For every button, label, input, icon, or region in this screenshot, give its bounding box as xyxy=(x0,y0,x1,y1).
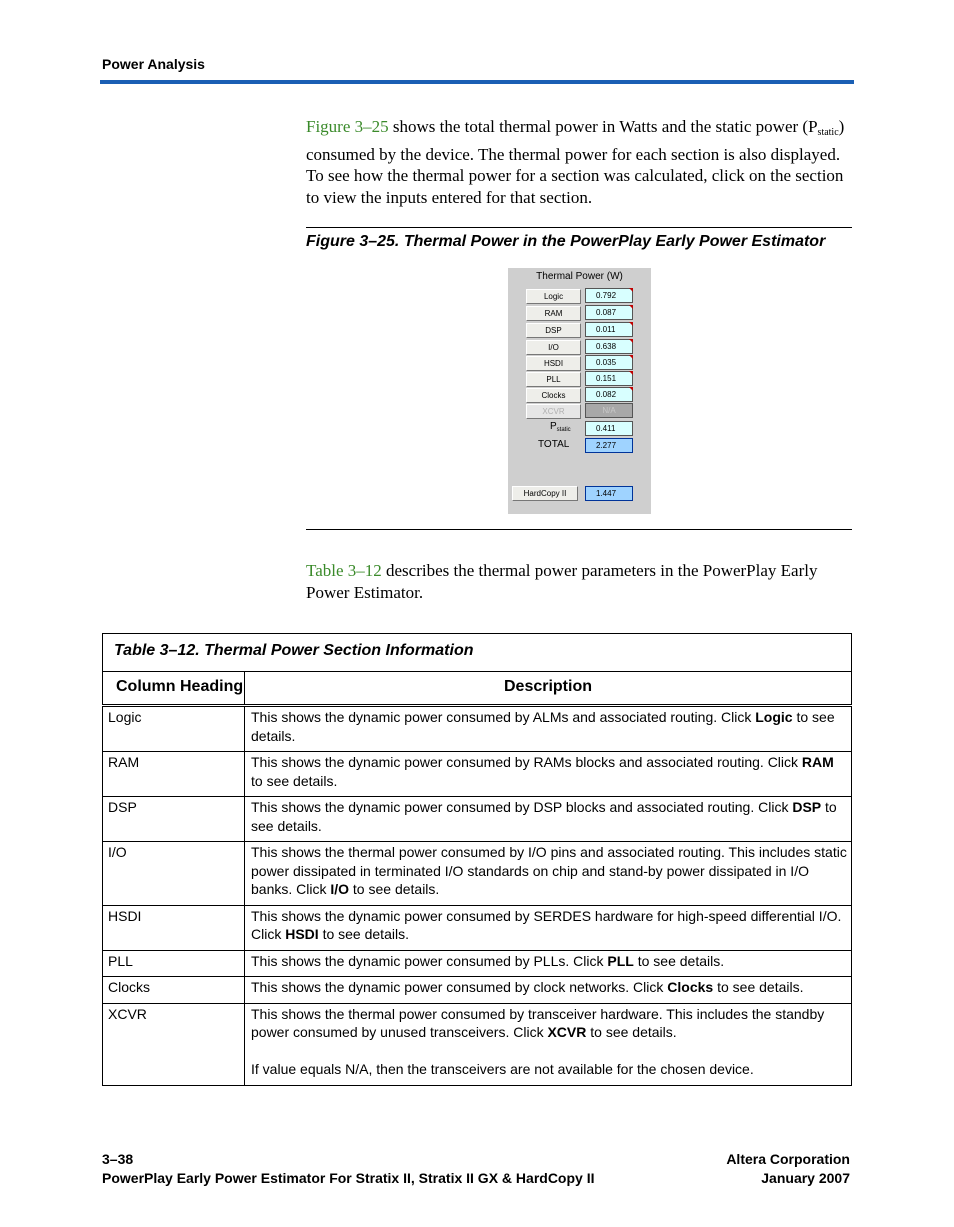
hardcopy-button[interactable]: HardCopy II xyxy=(512,486,578,501)
intro-text-a: shows the total thermal power in Watts and the static power (P xyxy=(388,117,818,136)
thermal-power-table xyxy=(102,633,852,1086)
row-heading: DSP xyxy=(103,797,245,842)
hsdi-value: 0.035 xyxy=(585,355,633,370)
row-heading: I/O xyxy=(103,842,245,906)
intro-paragraph xyxy=(306,116,854,208)
table-row xyxy=(103,842,852,906)
table-row xyxy=(103,905,852,950)
row-heading: Clocks xyxy=(103,977,245,1004)
running-header-title: Power Analysis xyxy=(102,56,205,72)
ram-button[interactable]: RAM xyxy=(526,306,581,321)
header-rule xyxy=(100,80,854,84)
table-intro-paragraph xyxy=(306,560,854,603)
publish-date: January 2007 xyxy=(761,1170,850,1186)
io-button[interactable]: I/O xyxy=(526,340,581,355)
xcvr-button[interactable]: XCVR xyxy=(526,404,581,419)
io-value: 0.638 xyxy=(585,339,633,354)
figure-bottom-rule xyxy=(306,529,852,530)
row-description: This shows the thermal power consumed by transceiver hardware. This includes the standby power consumed by unused transceivers. Click XCVR to see details. If value equals N/A, then the transceivers are not available for the chosen device. xyxy=(245,1003,852,1085)
figure-top-rule xyxy=(306,227,852,228)
ram-value: 0.087 xyxy=(585,305,633,320)
table-caption: Table 3–12. Thermal Power Section Information xyxy=(103,634,852,672)
total-label: TOTAL xyxy=(538,439,570,450)
figure-link[interactable]: Figure 3–25 xyxy=(306,117,389,136)
company-name: Altera Corporation xyxy=(726,1151,850,1167)
table-row xyxy=(103,1003,852,1085)
table-row xyxy=(103,977,852,1004)
row-heading: XCVR xyxy=(103,1003,245,1085)
document-title: PowerPlay Early Power Estimator For Stratix II, Stratix II GX & HardCopy II xyxy=(102,1170,595,1186)
table-intro-text: describes the thermal power parameters in the PowerPlay Early Power Estimator. xyxy=(306,561,818,602)
xcvr-note: If value equals N/A, then the transceivers are not available for the chosen device. xyxy=(251,1061,754,1077)
table-link[interactable]: Table 3–12 xyxy=(306,561,382,580)
table-row xyxy=(103,752,852,797)
thermal-power-panel xyxy=(508,268,651,514)
pll-value: 0.151 xyxy=(585,371,633,386)
footer-right xyxy=(726,1150,850,1188)
row-description: This shows the thermal power consumed by I/O pins and associated routing. This includes static power dissipated in terminated I/O standards on chip and stand-by power dissipated in I/O banks. Click I/O to see details. xyxy=(245,842,852,906)
row-heading: Logic xyxy=(103,706,245,752)
intro-text-b: ) consumed by the device. The thermal power for each section is also displayed. To see how the thermal power for a section was calculated, click on the section to view the inputs entered for that section. xyxy=(306,117,845,207)
row-description: This shows the dynamic power consumed by ALMs and associated routing. Click Logic to see details. xyxy=(245,706,852,752)
logic-button[interactable]: Logic xyxy=(526,289,581,304)
row-description: This shows the dynamic power consumed by DSP blocks and associated routing. Click DSP to see details. xyxy=(245,797,852,842)
total-value: 2.277 xyxy=(585,438,633,453)
row-description: This shows the dynamic power consumed by clock networks. Click Clocks to see details. xyxy=(245,977,852,1004)
table-row xyxy=(103,797,852,842)
footer-left xyxy=(102,1150,594,1188)
pstatic-value: 0.411 xyxy=(585,421,633,436)
xcvr-value: N/A xyxy=(585,403,633,418)
logic-value: 0.792 xyxy=(585,288,633,303)
column-heading-header: Column Heading xyxy=(103,672,245,706)
table-row xyxy=(103,706,852,752)
figure-caption: Figure 3–25. Thermal Power in the PowerPlay Early Power Estimator xyxy=(306,233,826,250)
hsdi-button[interactable]: HSDI xyxy=(526,356,581,371)
pll-button[interactable]: PLL xyxy=(526,372,581,387)
intro-subscript: static xyxy=(817,127,839,138)
row-description: This shows the dynamic power consumed by SERDES hardware for high-speed differential I/O. Click HSDI to see details. xyxy=(245,905,852,950)
dsp-button[interactable]: DSP xyxy=(526,323,581,338)
table-row xyxy=(103,950,852,977)
row-heading: RAM xyxy=(103,752,245,797)
hardcopy-value: 1.447 xyxy=(585,486,633,501)
row-description: This shows the dynamic power consumed by PLLs. Click PLL to see details. xyxy=(245,950,852,977)
clocks-value: 0.082 xyxy=(585,387,633,402)
row-heading: HSDI xyxy=(103,905,245,950)
dsp-value: 0.011 xyxy=(585,322,633,337)
panel-title: Thermal Power (W) xyxy=(536,271,623,282)
row-description: This shows the dynamic power consumed by RAMs blocks and associated routing. Click RAM to see details. xyxy=(245,752,852,797)
clocks-button[interactable]: Clocks xyxy=(526,388,581,403)
row-heading: PLL xyxy=(103,950,245,977)
page-number: 3–38 xyxy=(102,1151,134,1167)
description-header: Description xyxy=(245,672,852,706)
pstatic-label: $P_{static}$ xyxy=(550,421,571,433)
